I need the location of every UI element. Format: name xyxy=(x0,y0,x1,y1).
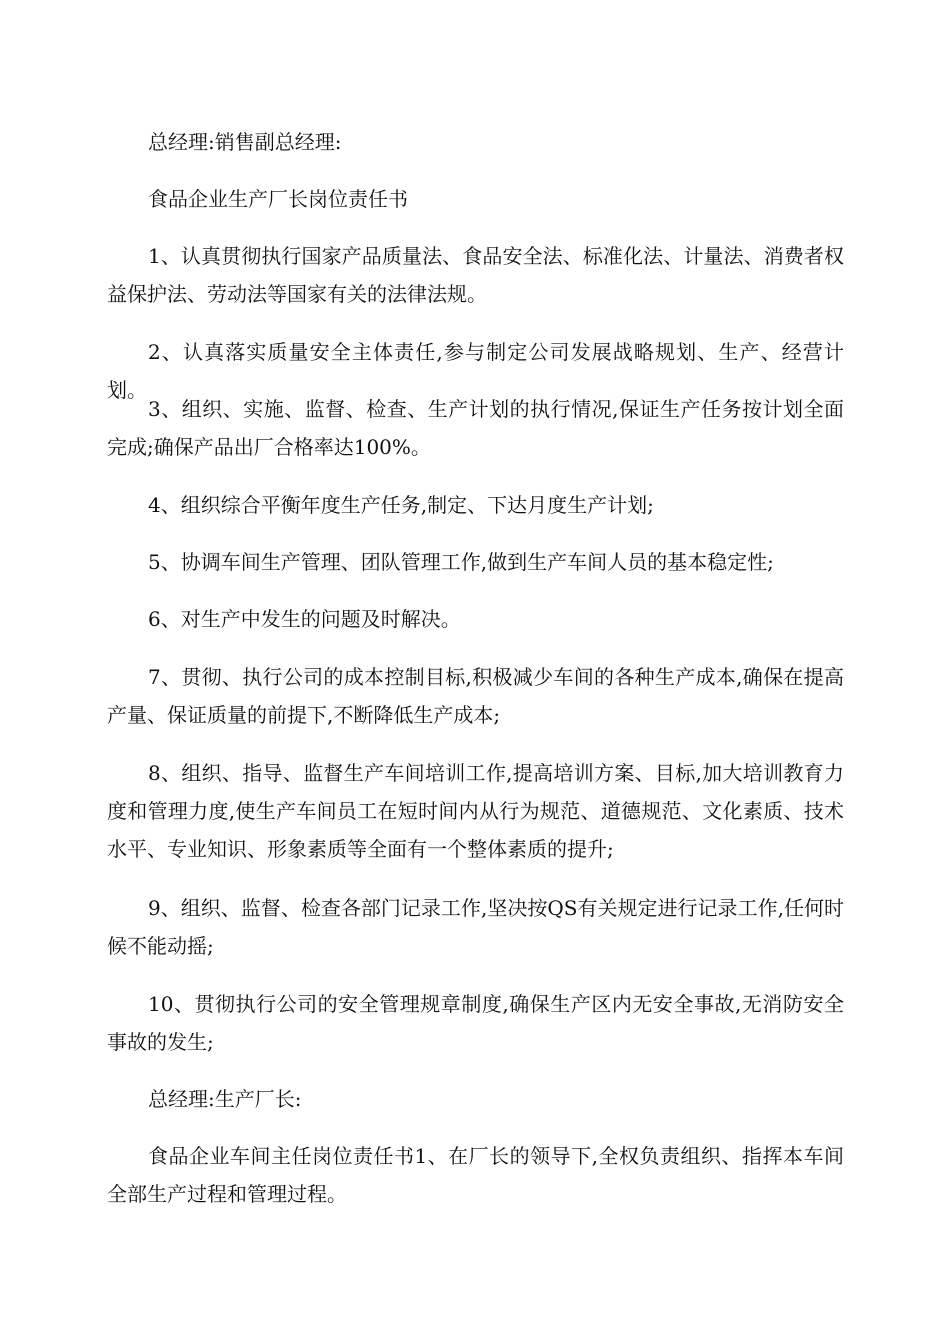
signature-line-production: 总经理:生产厂长: xyxy=(148,1087,302,1111)
duty-item-5: 5、协调车间生产管理、团队管理工作,做到生产车间人员的基本稳定性; xyxy=(148,550,774,574)
duty-item-10: 10、贯彻执行公司的安全管理规章制度,确保生产区内无安全事故,无消防安全事故的发生; xyxy=(107,992,844,1054)
duty-item-3: 3、组织、实施、监督、检查、生产计划的执行情况,保证生产任务按计划全面完成;确保产品出厂合格率达100%。 xyxy=(107,397,844,459)
duty-item-2: 2、认真落实质量安全主体责任,参与制定公司发展战略规划、生产、经营计划。 xyxy=(107,340,844,402)
section-title-workshop-director: 食品企业车间主任岗位责任书1、在厂长的领导下,全权负责组织、指挥本车间全部生产过程和管理过程。 xyxy=(107,1144,844,1206)
duty-item-6: 6、对生产中发生的问题及时解决。 xyxy=(148,607,461,631)
duty-item-9: 9、组织、监督、检查各部门记录工作,坚决按QS有关规定进行记录工作,任何时候不能动摇; xyxy=(107,896,844,958)
duty-item-4: 4、组织综合平衡年度生产任务,制定、下达月度生产计划; xyxy=(148,493,654,517)
signature-line-sales: 总经理:销售副总经理: xyxy=(148,130,342,154)
duty-item-7: 7、贯彻、执行公司的成本控制目标,积极减少车间的各种生产成本,确保在提高产量、保证质量的前提下,不断降低生产成本; xyxy=(107,665,844,727)
section-title-factory-director: 食品企业生产厂长岗位责任书 xyxy=(148,187,408,211)
duty-item-8: 8、组织、指导、监督生产车间培训工作,提高培训方案、目标,加大培训教育力度和管理力度,使生产车间员工在短时间内从行为规范、道德规范、文化素质、技术水平、专业知识、形象素质等全面有一个整体素质的提升; xyxy=(107,761,844,861)
duty-item-1: 1、认真贯彻执行国家产品质量法、食品安全法、标准化法、计量法、消费者权益保护法、劳动法等国家有关的法律法规。 xyxy=(107,244,844,306)
